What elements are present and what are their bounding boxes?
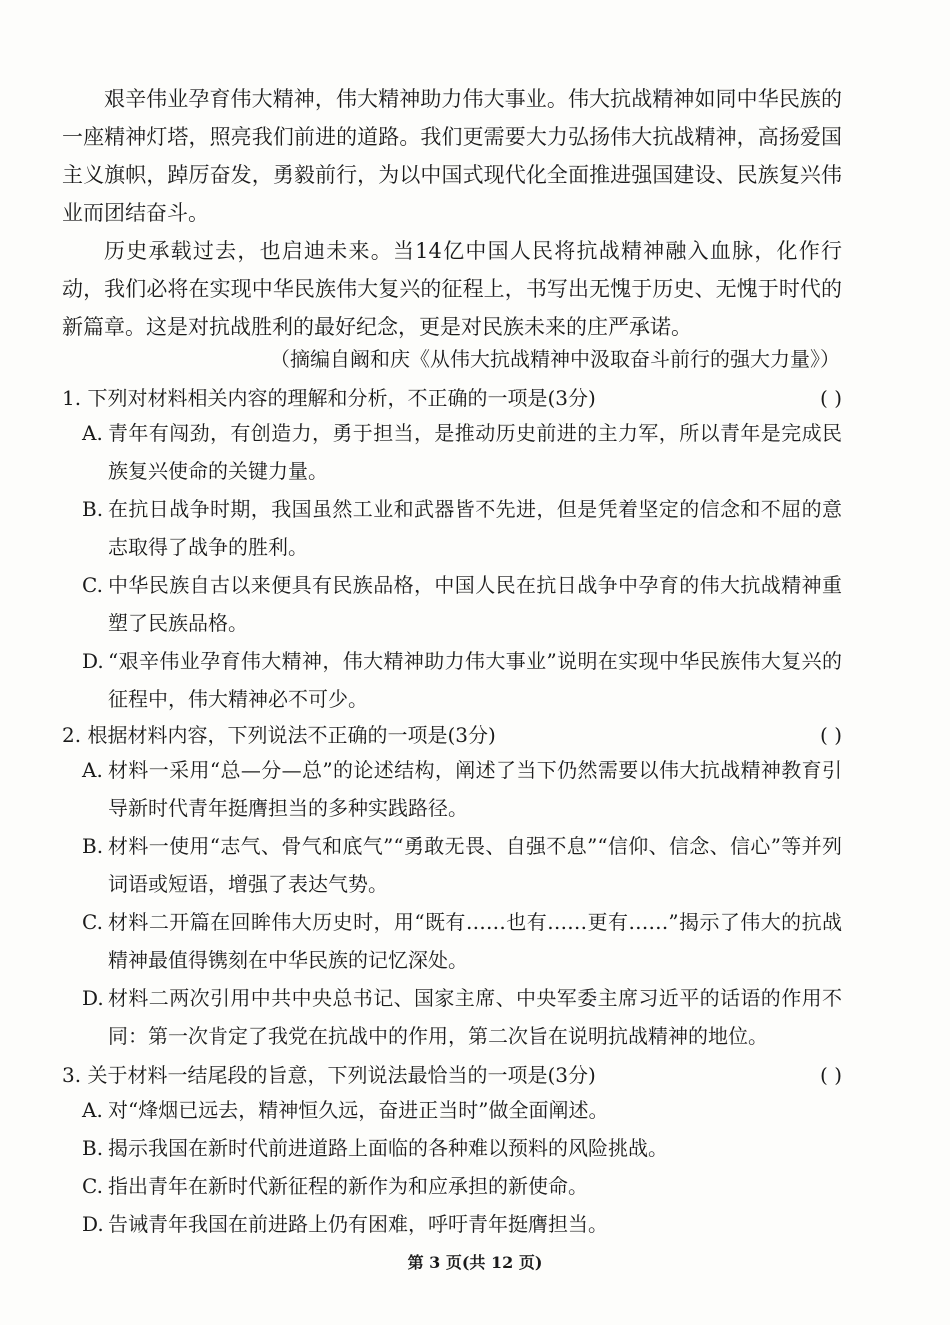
option-letter: B. xyxy=(82,1136,104,1160)
answer-bracket[interactable]: ( ) xyxy=(820,723,842,747)
option-d[interactable] xyxy=(82,642,842,718)
option-letter: D. xyxy=(82,649,104,673)
question-stem-text: 1. 下列对材料相关内容的理解和分析，不正确的一项是(3分) xyxy=(62,386,596,410)
page-number: 第 3 页(共 12 页) xyxy=(407,1253,543,1272)
option-letter: C. xyxy=(82,1174,103,1198)
answer-bracket[interactable]: ( ) xyxy=(820,1063,842,1087)
question-stem-text: 3. 关于材料一结尾段的旨意，下列说法最恰当的一项是(3分) xyxy=(62,1063,596,1087)
citation: （摘编自阚和庆《从伟大抗战精神中汲取奋斗前行的强大力量》） xyxy=(270,347,840,371)
option-letter: A. xyxy=(82,421,103,445)
option-letter: C. xyxy=(82,573,103,597)
option-d[interactable] xyxy=(82,979,842,1055)
passage-paragraph-1: 艰辛伟业孕育伟大精神，伟大精神助力伟大事业。伟大抗战精神如同中华民族的一座精神灯塔，照亮我们前进的道路。我们更需要大力弘扬伟大抗战精神，高扬爱国主义旗帜，踔厉奋发，勇毅前行，为以中国式现代化全面推进强国建设、民族复兴伟业而团结奋斗。 xyxy=(62,87,842,225)
option-letter: B. xyxy=(82,834,104,858)
option-text: 材料二开篇在回眸伟大历史时，用“既有……也有……更有……”揭示了伟大的抗战精神最值得镌刻在中华民族的记忆深处。 xyxy=(108,910,842,972)
option-text: 青年有闯劲，有创造力，勇于担当，是推动历史前进的主力军，所以青年是完成民族复兴使命的关键力量。 xyxy=(108,421,842,483)
option-c[interactable] xyxy=(82,566,842,642)
option-letter: A. xyxy=(82,1098,103,1122)
answer-bracket[interactable]: ( ) xyxy=(820,386,842,410)
option-text: 在抗日战争时期，我国虽然工业和武器皆不先进，但是凭着坚定的信念和不屈的意志取得了战争的胜利。 xyxy=(108,497,842,559)
option-text: 对“烽烟已远去，精神恒久远，奋进正当时”做全面阐述。 xyxy=(108,1098,609,1122)
option-a[interactable] xyxy=(82,751,842,827)
option-letter: A. xyxy=(82,758,103,782)
option-c[interactable] xyxy=(82,903,842,979)
option-b[interactable] xyxy=(82,1129,842,1167)
option-text: 材料一使用“志气、骨气和底气”“勇敢无畏、自强不息”“信仰、信念、信心”等并列词语或短语，增强了表达气势。 xyxy=(108,834,842,896)
question-stem xyxy=(62,382,842,414)
option-text: 揭示我国在新时代前进道路上面临的各种难以预料的风险挑战。 xyxy=(108,1136,668,1160)
option-text: 材料二两次引用中共中央总书记、国家主席、中央军委主席习近平的话语的作用不同：第一次肯定了我党在抗战中的作用，第二次旨在说明抗战精神的地位。 xyxy=(108,986,842,1048)
passage-paragraph-2: 历史承载过去，也启迪未来。当14亿中国人民将抗战精神融入血脉，化作行动，我们必将在实现中华民族伟大复兴的征程上，书写出无愧于历史、无愧于时代的新篇章。这是对抗战胜利的最好纪念，更是对民族未来的庄严承诺。 xyxy=(62,239,842,339)
option-c[interactable] xyxy=(82,1167,842,1205)
question-1 xyxy=(62,382,842,718)
option-letter: D. xyxy=(82,1212,104,1236)
option-a[interactable] xyxy=(82,1091,842,1129)
question-2 xyxy=(62,719,842,1055)
option-letter: D. xyxy=(82,986,104,1010)
option-b[interactable] xyxy=(82,827,842,903)
question-stem xyxy=(62,719,842,751)
option-a[interactable] xyxy=(82,414,842,490)
option-text: 指出青年在新时代新征程的新作为和应承担的新使命。 xyxy=(108,1174,588,1198)
option-letter: C. xyxy=(82,910,103,934)
question-stem xyxy=(62,1059,842,1091)
option-text: 材料一采用“总—分—总”的论述结构，阐述了当下仍然需要以伟大抗战精神教育引导新时代青年挺膺担当的多种实践路径。 xyxy=(108,758,842,820)
question-stem-text: 2. 根据材料内容，下列说法不正确的一项是(3分) xyxy=(62,723,496,747)
option-text: “艰辛伟业孕育伟大精神，伟大精神助力伟大事业”说明在实现中华民族伟大复兴的征程中，伟大精神必不可少。 xyxy=(108,649,842,711)
option-text: 中华民族自古以来便具有民族品格，中国人民在抗日战争中孕育的伟大抗战精神重塑了民族品格。 xyxy=(108,573,842,635)
question-3 xyxy=(62,1059,842,1243)
option-d[interactable] xyxy=(82,1205,842,1243)
option-text: 告诫青年我国在前进路上仍有困难，呼吁青年挺膺担当。 xyxy=(108,1212,608,1236)
option-letter: B. xyxy=(82,497,104,521)
option-b[interactable] xyxy=(82,490,842,566)
